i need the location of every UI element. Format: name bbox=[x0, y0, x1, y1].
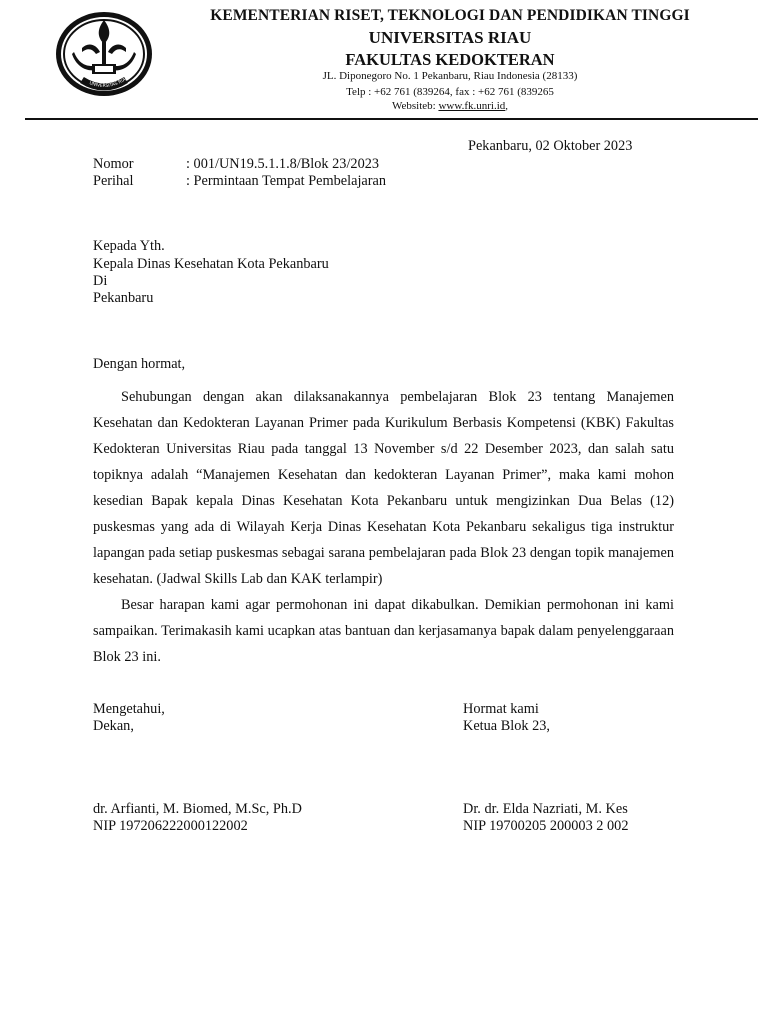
recipient-line-3: Di bbox=[93, 273, 108, 289]
letterhead-divider bbox=[25, 118, 758, 120]
body-paragraph-2: Besar harapan kami agar permohonan ini dapat dikabulkan. Demikian permohonan ini kami sampaikan. Terimakasih kami ucapkan atas bantuan dan kerjasamanya bapak dalam penyelenggaraan Blok 23 ini. bbox=[93, 597, 674, 665]
sig-left-line-2: Dekan, bbox=[93, 718, 134, 734]
letter-date: Pekanbaru, 02 Oktober 2023 bbox=[468, 138, 633, 154]
address-line: JL. Diponegoro No. 1 Pekanbaru, Riau Indonesia (28133) bbox=[322, 70, 578, 82]
sig-left-name: dr. Arfianti, M. Biomed, M.Sc, Ph.D bbox=[93, 801, 302, 817]
website-label: Websiteb: bbox=[391, 100, 439, 112]
sig-right-name: Dr. dr. Elda Nazriati, M. Kes bbox=[463, 801, 628, 817]
faculty-title: FAKULTAS KEDOKTERAN bbox=[345, 50, 555, 69]
phone-line: Telp : +62 761 (839264, fax : +62 761 (839265 bbox=[346, 86, 554, 98]
logo-caption: UNIVERSITAS RIA bbox=[88, 77, 127, 90]
recipient-line-4: Pekanbaru bbox=[93, 290, 154, 306]
website-suffix: , bbox=[505, 100, 509, 112]
letter-body bbox=[93, 384, 674, 670]
perihal-label: Perihal bbox=[93, 173, 134, 189]
perihal-value: : Permintaan Tempat Pembelajaran bbox=[186, 173, 387, 189]
sig-right-line-2: Ketua Blok 23, bbox=[463, 718, 550, 734]
university-title: UNIVERSITAS RIAU bbox=[368, 28, 532, 47]
university-logo bbox=[52, 8, 156, 100]
greeting: Dengan hormat, bbox=[93, 356, 186, 372]
sig-left-line-1: Mengetahui, bbox=[93, 701, 165, 717]
website-link[interactable]: www.fk.unri.id bbox=[438, 100, 506, 112]
website-line bbox=[180, 100, 720, 112]
ministry-title: KEMENTERIAN RISET, TEKNOLOGI DAN PENDIDIKAN TINGGI bbox=[210, 7, 690, 24]
body-paragraph-1: Sehubungan dengan akan dilaksanakannya pembelajaran Blok 23 tentang Manajemen Kesehatan dan Kedokteran Layanan Primer pada Kurikulum Berbasis Kompetensi (KBK) Fakultas Kedokteran Universitas Riau pada tanggal 13 November s/d 22 Desember 2023, dan salah satu topiknya adalah “Manajemen Kesehatan dan kedokteran Layanan Primer”, maka kami mohon kesedian Bapak kepala Dinas Kesehatan Kota Pekanbaru untuk mengizinkan Dua Belas (12) puskesmas yang ada di Wilayah Kerja Dinas Kesehatan Kota Pekanbaru sekaligus tiga instruktur lapangan pada setiap puskesmas sebagai sarana pembelajaran pada Blok 23 dengan topik manajemen kesehatan. (Jadwal Skills Lab dan KAK terlampir) bbox=[93, 389, 674, 587]
sig-left-nip: NIP 197206222000122002 bbox=[93, 818, 248, 834]
nomor-label: Nomor bbox=[93, 156, 134, 172]
sig-right-nip: NIP 19700205 200003 2 002 bbox=[463, 818, 629, 834]
recipient-line-2: Kepala Dinas Kesehatan Kota Pekanbaru bbox=[93, 256, 329, 272]
nomor-value: : 001/UN19.5.1.1.8/Blok 23/2023 bbox=[186, 156, 380, 172]
recipient-line-1: Kepada Yth. bbox=[93, 238, 165, 254]
sig-right-line-1: Hormat kami bbox=[463, 701, 539, 717]
